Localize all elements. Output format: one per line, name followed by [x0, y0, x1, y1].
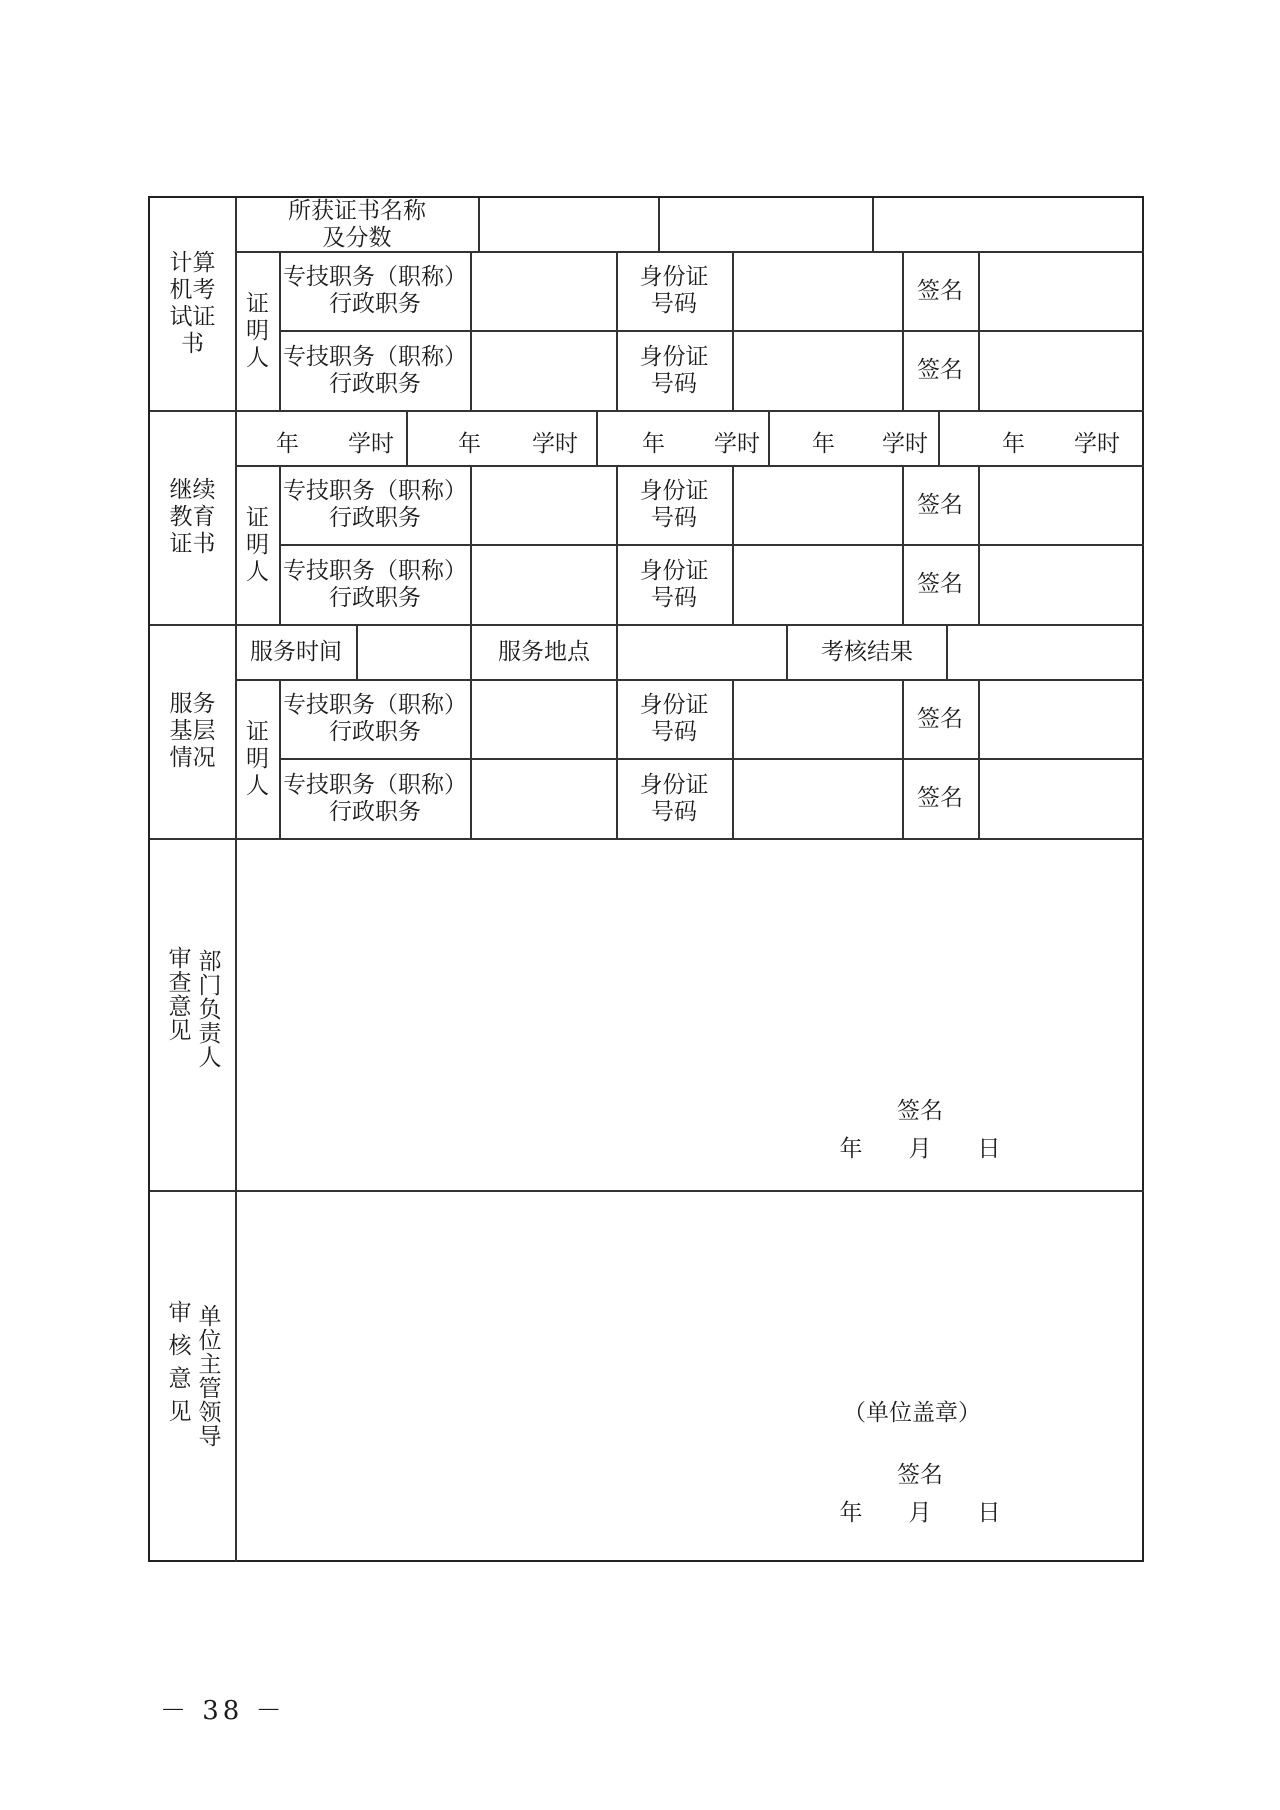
service-time-label: 服务时间: [250, 638, 342, 665]
assessment-result-value-cell[interactable]: [948, 625, 1144, 679]
hours-label: 学时: [348, 431, 394, 457]
hours-label: 学时: [714, 431, 760, 457]
witness-id-label: 身份证 号码: [639, 343, 709, 397]
computer-cert-section-label: 计算 机考 试证 书: [169, 250, 216, 357]
witness-title-label: 专技职务（职称） 行政职务: [283, 692, 467, 745]
witness-id-label: 身份证 号码: [639, 264, 709, 317]
witness-id-label: 身份证 号码: [639, 692, 709, 745]
service-section-label: 服务 基层 情况: [169, 690, 216, 771]
cell-divider: [978, 251, 980, 411]
year-hours-cell[interactable]: [598, 411, 768, 465]
hours-label: 学时: [532, 431, 578, 457]
cert-name-score-label: 所获证书名称 及分数: [288, 197, 426, 251]
year-label: 年: [642, 431, 665, 457]
continuing-edu-section-label: 继续 教育 证书: [169, 476, 216, 557]
witness-group-label: 证 明 人: [246, 718, 269, 799]
witness-title-label: 专技职务（职称） 行政职务: [283, 264, 467, 317]
dept-review-section-label: [150, 838, 235, 1190]
witness-sign-label: 签名: [917, 571, 963, 597]
witness-title-label: 专技职务（职称） 行政职务: [283, 771, 467, 825]
cell-divider: [470, 465, 472, 625]
year-label: 年: [1002, 431, 1025, 457]
cell-divider: [732, 251, 734, 411]
service-place-value-cell[interactable]: [618, 625, 786, 679]
dept-review-sign-label: 签名: [897, 1097, 943, 1124]
witness-title-label: 专技职务（职称） 行政职务: [283, 343, 467, 397]
cell-divider: [978, 679, 980, 839]
leader-review-label-b: 审核意见: [164, 1300, 191, 1432]
cell-divider: [470, 251, 472, 411]
form-table: [148, 196, 1144, 1562]
year-hours-cell[interactable]: [940, 411, 1144, 465]
year-hours-cell[interactable]: [236, 411, 406, 465]
cell-divider: [978, 465, 980, 625]
witness-sign-label: 签名: [917, 491, 963, 518]
year-hours-cell[interactable]: [770, 411, 938, 465]
witness-sign-label: 签名: [917, 357, 963, 383]
service-place-label: 服务地点: [498, 638, 590, 665]
witness-id-label: 身份证 号码: [639, 478, 709, 531]
witness-title-label: 专技职务（职称） 行政职务: [283, 478, 467, 531]
witness-group-label: 证 明 人: [246, 290, 269, 371]
cert-extra-value-cell[interactable]: [874, 198, 1144, 251]
hours-label: 学时: [1074, 431, 1120, 457]
cell-divider: [470, 679, 472, 839]
witness-title-label: 专技职务（职称） 行政职务: [283, 557, 467, 611]
cert-score-value-cell[interactable]: [660, 198, 872, 251]
leader-review-section-label: [150, 1190, 235, 1562]
dept-review-label-a: 部门负责人: [194, 949, 221, 1069]
year-label: 年: [276, 431, 299, 457]
cell-divider: [732, 679, 734, 839]
witness-id-label: 身份证 号码: [639, 771, 709, 825]
year-hours-cell[interactable]: [408, 411, 596, 465]
witness-id-label: 身份证 号码: [639, 557, 709, 611]
year-label: 年: [812, 431, 835, 457]
dept-review-date-label: 年 月 日: [839, 1135, 1001, 1162]
page-number: － 38 －: [160, 1696, 286, 1726]
hours-label: 学时: [882, 431, 928, 457]
witness-sign-label: 签名: [917, 277, 963, 304]
leader-review-label-a: 单位主管领导: [194, 1304, 221, 1448]
witness-group-label: 证 明 人: [246, 504, 269, 585]
cert-name-value-cell[interactable]: [480, 198, 658, 251]
cell-divider: [732, 465, 734, 625]
service-time-value-cell[interactable]: [358, 625, 470, 679]
witness-sign-label: 签名: [917, 705, 963, 732]
unit-seal-label: （单位盖章）: [843, 1399, 981, 1426]
leader-review-sign-label: 签名: [897, 1461, 943, 1488]
witness-sign-label: 签名: [917, 785, 963, 811]
leader-review-date-label: 年 月 日: [839, 1499, 1001, 1526]
assessment-result-label: 考核结果: [821, 638, 913, 665]
year-label: 年: [458, 431, 481, 457]
dept-review-label-b: 审查意见: [164, 946, 191, 1042]
